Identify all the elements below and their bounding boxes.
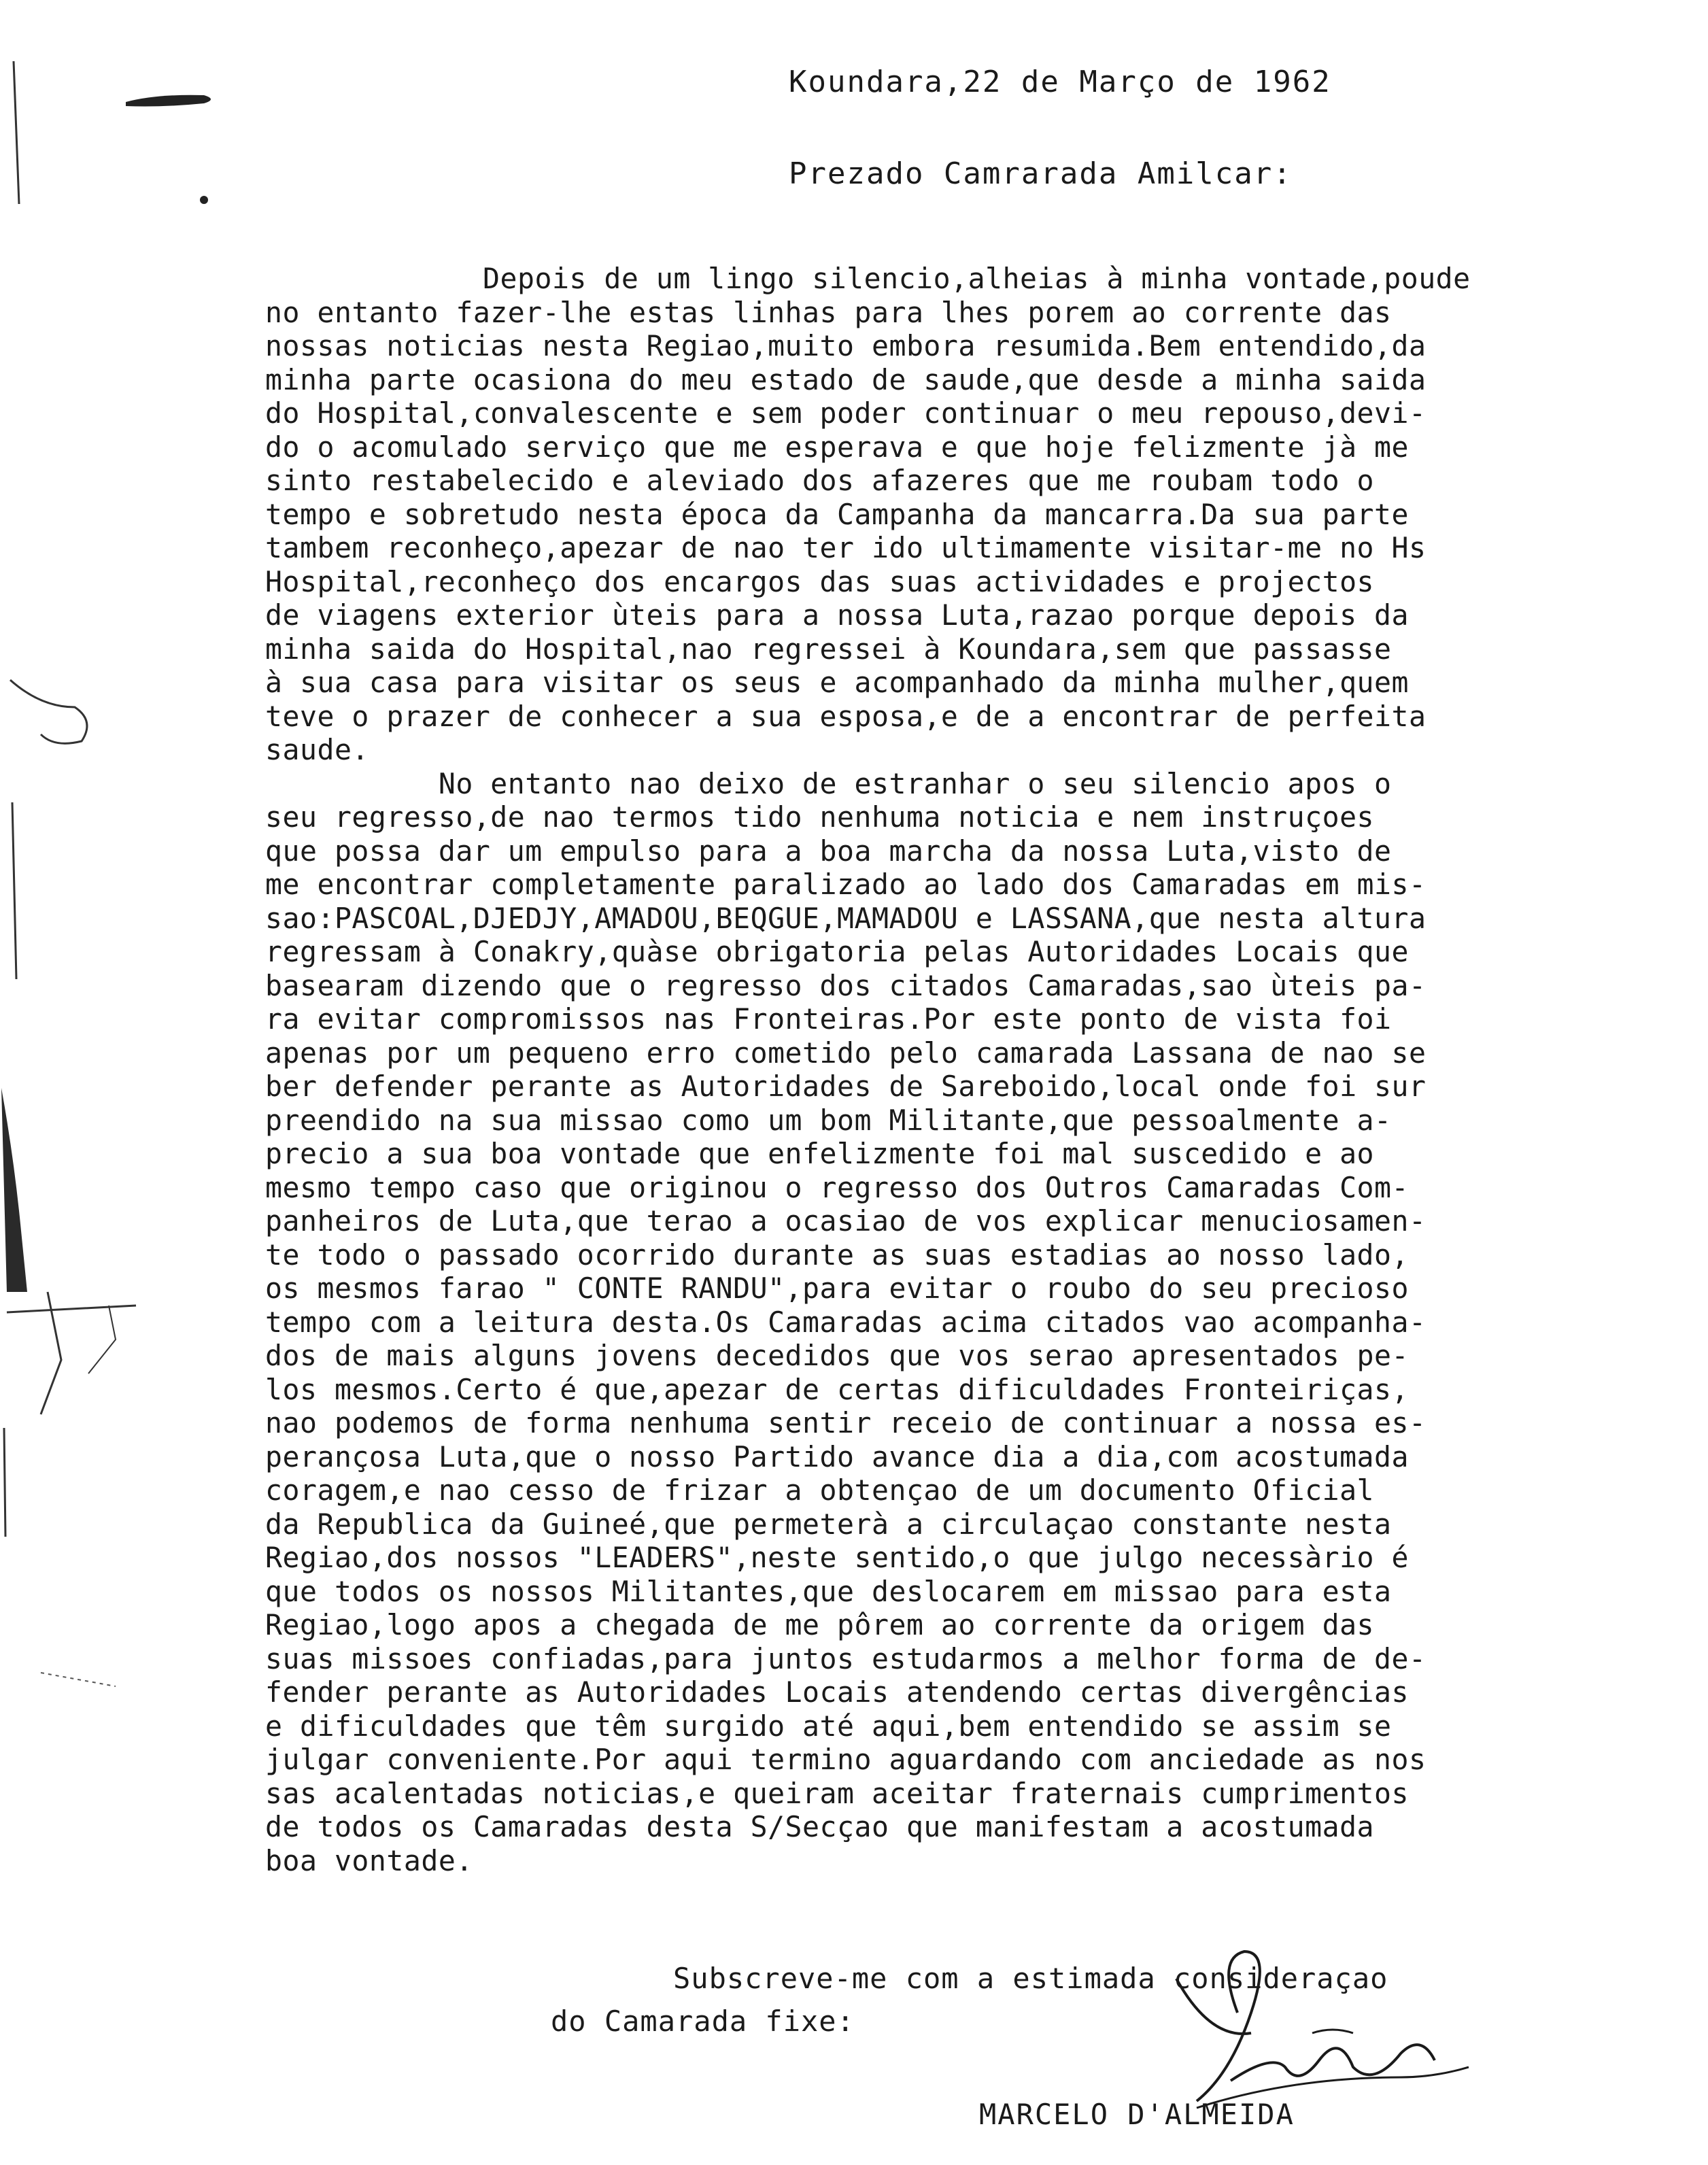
- body-line: que possa dar um empulso para a boa marcha da nossa Luta,visto de: [265, 834, 1392, 868]
- body-line: Regiao,dos nossos "LEADERS",neste sentido,o que julgo necessàrio é: [265, 1541, 1410, 1574]
- body-line: regressam à Conakry,quàse obrigatoria pelas Autoridades Locais que: [265, 935, 1410, 968]
- body-line: tempo com a leitura desta.Os Camaradas acima citados vao acompanha-: [265, 1305, 1427, 1339]
- body-line: minha parte ocasiona do meu estado de saude,que desde a minha saida: [265, 362, 1427, 396]
- body-line: tempo e sobretudo nesta época da Campanha da mancarra.Da sua parte: [265, 497, 1410, 531]
- body-line: à sua casa para visitar os seus e acompanhado da minha mulher,quem: [265, 666, 1410, 699]
- body-line: teve o prazer de conhecer a sua esposa,e de a encontrar de perfeita: [265, 699, 1427, 733]
- body-line: los mesmos.Certo é que,apezar de certas dificuldades Fronteiriças,: [265, 1372, 1410, 1406]
- body-line: sinto restabelecido e aleviado dos afazeres que me roubam todo o: [265, 464, 1375, 497]
- body-line: nossas noticias nesta Regiao,muito embora resumida.Bem entendido,da: [265, 329, 1427, 362]
- signatory-name: MARCELO D'ALMEIDA: [979, 2098, 1295, 2131]
- letter-date-line: Koundara,22 de Março de 1962: [789, 65, 1331, 99]
- body-line: os mesmos farao " CONTE RANDU",para evitar o roubo do seu precioso: [265, 1272, 1410, 1305]
- body-line: do o acomulado serviço que me esperava e que hoje felizmente jà me: [265, 430, 1410, 464]
- body-line: saude.: [265, 733, 369, 766]
- body-line: ber defender perante as Autoridades de Sareboido,local onde foi sur: [265, 1070, 1427, 1103]
- body-line: apenas por um pequeno erro cometido pelo camarada Lassana de nao se: [265, 1036, 1427, 1070]
- closing-line-2: do Camarada fixe:: [551, 2005, 855, 2038]
- body-line: te todo o passado ocorrido durante as suas estadias ao nosso lado,: [265, 1238, 1410, 1272]
- body-line: da Republica da Guineé,que permeterà a circulaçao constante nesta: [265, 1507, 1392, 1541]
- body-line: mesmo tempo caso que originou o regresso dos Outros Camaradas Com-: [265, 1170, 1410, 1204]
- body-line: No entanto nao deixo de estranhar o seu silencio apos o: [265, 766, 1392, 800]
- letter-body: [265, 262, 1679, 1877]
- body-line: que todos os nossos Militantes,que deslocarem em missao para esta: [265, 1574, 1392, 1608]
- body-line: ra evitar compromissos nas Fronteiras.Por este ponto de vista foi: [265, 1002, 1392, 1036]
- body-line: Hospital,reconheço dos encargos das suas actividades e projectos: [265, 564, 1375, 598]
- body-line: nao podemos de forma nenhuma sentir receio de continuar a nossa es-: [265, 1406, 1427, 1439]
- body-line: Regiao,logo apos a chegada de me pôrem ao corrente da origem das: [265, 1608, 1375, 1641]
- body-line: suas missoes confiadas,para juntos estudarmos a melhor forma de de-: [265, 1641, 1427, 1675]
- body-line: Depois de um lingo silencio,alheias à minha vontade,poude: [483, 262, 1471, 295]
- body-line: precio a sua boa vontade que enfelizmente foi mal suscedido e ao: [265, 1137, 1375, 1170]
- scan-artifact-left-margin: [0, 0, 218, 2165]
- body-line: boa vontade.: [265, 1843, 473, 1877]
- body-line: basearam dizendo que o regresso dos citados Camaradas,sao ùteis pa-: [265, 968, 1427, 1002]
- body-line: fender perante as Autoridades Locais atendendo certas divergências: [265, 1675, 1410, 1709]
- body-line: sas acalentadas noticias,e queiram aceitar fraternais cumprimentos: [265, 1776, 1410, 1810]
- body-line: julgar conveniente.Por aqui termino aguardando com anciedade as nos: [265, 1743, 1427, 1776]
- body-line: do Hospital,convalescente e sem poder continuar o meu repouso,devi-: [265, 396, 1427, 430]
- closing-line-1: Subscreve-me com a estimada consideraçao: [673, 1962, 1388, 1995]
- body-line: panheiros de Luta,que terao a ocasiao de vos explicar menuciosamen-: [265, 1204, 1427, 1238]
- body-line: de todos os Camaradas desta S/Secçao que manifestam a acostumada: [265, 1810, 1375, 1843]
- body-line: me encontrar completamente paralizado ao lado dos Camaradas em mis-: [265, 868, 1427, 901]
- body-line: perançosa Luta,que o nosso Partido avance dia a dia,com acostumada: [265, 1439, 1410, 1473]
- body-line: dos de mais alguns jovens decedidos que vos serao apresentados pe-: [265, 1339, 1410, 1372]
- body-line: seu regresso,de nao termos tido nenhuma noticia e nem instruçoes: [265, 800, 1375, 834]
- body-line: preendido na sua missao como um bom Militante,que pessoalmente a-: [265, 1103, 1392, 1137]
- body-line: no entanto fazer-lhe estas linhas para lhes porem ao corrente das: [265, 295, 1392, 329]
- body-line: sao:PASCOAL,DJEDJY,AMADOU,BEQGUE,MAMADOU e LASSANA,que nesta altura: [265, 901, 1427, 935]
- letter-salutation: Prezado Camrarada Amilcar:: [789, 156, 1293, 191]
- body-line: de viagens exterior ùteis para a nossa Luta,razao porque depois da: [265, 598, 1410, 632]
- body-line: tambem reconheço,apezar de nao ter ido ultimamente visitar-me no Hs: [265, 531, 1427, 564]
- body-line: e dificuldades que têm surgido até aqui,bem entendido se assim se: [265, 1709, 1392, 1743]
- body-line: minha saida do Hospital,nao regressei à Koundara,sem que passasse: [265, 632, 1392, 666]
- body-line: coragem,e nao cesso de frizar a obtençao de um documento Oficial: [265, 1473, 1375, 1507]
